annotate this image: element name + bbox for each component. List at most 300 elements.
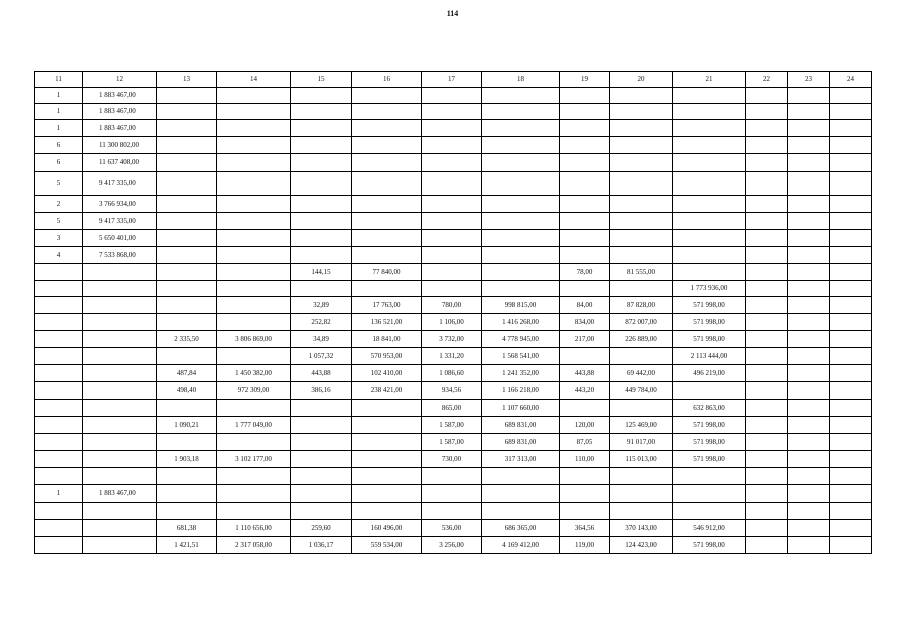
table-cell-col-11 [35,365,83,382]
table-cell-col-16: 77 840,00 [352,264,422,281]
table-cell-col-14: 3 806 869,00 [217,331,291,348]
table-cell-col-21 [673,120,746,137]
table-cell-col-11: 3 [35,230,83,247]
table-cell-col-21: 571 998,00 [673,417,746,434]
table-cell-col-11 [35,281,83,297]
table-cell-col-16 [352,281,422,297]
table-cell-col-20: 449 784,00 [610,382,673,400]
table-row [35,520,872,537]
table-cell-col-14 [217,247,291,264]
table-cell-col-13 [157,400,217,417]
table-cell-col-23 [788,520,830,537]
column-header: 11 [35,72,83,88]
table-cell-col-13 [157,137,217,154]
table-cell-col-11 [35,314,83,331]
table-cell-col-18 [482,196,560,213]
table-cell-col-16: 18 841,00 [352,331,422,348]
table-cell-col-22 [746,348,788,365]
table-cell-col-16: 17 763,00 [352,297,422,314]
table-cell-col-12 [83,348,157,365]
table-cell-col-20 [610,485,673,503]
table-cell-col-22 [746,213,788,230]
table-cell-col-20: 872 007,00 [610,314,673,331]
table-cell-col-18 [482,120,560,137]
table-cell-col-23 [788,297,830,314]
table-cell-col-23 [788,434,830,451]
table-cell-col-23 [788,154,830,172]
table-cell-col-19: 834,00 [560,314,610,331]
table-cell-col-21 [673,468,746,485]
table-cell-col-21: 632 863,00 [673,400,746,417]
table-cell-col-21 [673,172,746,196]
table-cell-col-22 [746,230,788,247]
table-cell-col-23 [788,503,830,520]
table-cell-col-13: 1 090,21 [157,417,217,434]
table-cell-col-17: 780,00 [422,297,482,314]
table-cell-col-17 [422,247,482,264]
table-cell-col-24 [830,88,872,104]
table-cell-col-22 [746,247,788,264]
table-cell-col-24 [830,104,872,120]
table-cell-col-21 [673,88,746,104]
table-cell-col-14 [217,485,291,503]
table-cell-col-12: 5 650 401,00 [83,230,157,247]
table-cell-col-14: 1 450 382,00 [217,365,291,382]
table-cell-col-11 [35,297,83,314]
table-cell-col-24 [830,503,872,520]
table-cell-col-11 [35,537,83,554]
table-cell-col-15: 443,88 [291,365,352,382]
table-cell-col-24 [830,400,872,417]
table-cell-col-11 [35,382,83,400]
table-cell-col-16 [352,485,422,503]
table-cell-col-13 [157,247,217,264]
table-cell-col-19 [560,485,610,503]
table-cell-col-19: 78,00 [560,264,610,281]
table-cell-col-22 [746,172,788,196]
table-cell-col-20 [610,213,673,230]
table-cell-col-11 [35,520,83,537]
table-cell-col-13: 2 335,50 [157,331,217,348]
table-cell-col-18: 686 365,00 [482,520,560,537]
table-cell-col-17: 536,00 [422,520,482,537]
table-cell-col-22 [746,382,788,400]
table-cell-col-14 [217,468,291,485]
table-cell-col-13 [157,434,217,451]
table-cell-col-15: 252,82 [291,314,352,331]
table-cell-col-17 [422,468,482,485]
table-cell-col-21 [673,247,746,264]
table-cell-col-23 [788,400,830,417]
table-cell-col-20 [610,468,673,485]
table-cell-col-23 [788,537,830,554]
table-cell-col-24 [830,520,872,537]
table-cell-col-22 [746,196,788,213]
table-cell-col-21 [673,230,746,247]
table-cell-col-12: 9 417 335,00 [83,172,157,196]
table-cell-col-20 [610,88,673,104]
table-cell-col-19 [560,196,610,213]
table-cell-col-21: 496 219,00 [673,365,746,382]
table-cell-col-19 [560,230,610,247]
table-cell-col-15 [291,434,352,451]
table-cell-col-23 [788,485,830,503]
table-row [35,230,872,247]
header-row [35,72,872,88]
table-row [35,281,872,297]
table-row [35,196,872,213]
table-body [35,88,872,554]
table-cell-col-20 [610,104,673,120]
table-cell-col-15 [291,485,352,503]
table-cell-col-24 [830,172,872,196]
table-cell-col-21 [673,485,746,503]
table-cell-col-11: 4 [35,247,83,264]
table-cell-col-14 [217,213,291,230]
table-cell-col-12: 1 883 467,00 [83,485,157,503]
table-cell-col-24 [830,314,872,331]
table-cell-col-15 [291,213,352,230]
table-cell-col-18 [482,264,560,281]
table-cell-col-24 [830,137,872,154]
table-cell-col-14 [217,154,291,172]
table-cell-col-23 [788,213,830,230]
table-cell-col-19: 443,88 [560,365,610,382]
table-cell-col-19 [560,120,610,137]
table-cell-col-16: 102 410,00 [352,365,422,382]
table-cell-col-24 [830,382,872,400]
table-cell-col-17 [422,172,482,196]
table-row [35,468,872,485]
table-cell-col-16 [352,434,422,451]
table-cell-col-11: 1 [35,485,83,503]
table-cell-col-19: 87,05 [560,434,610,451]
table-cell-col-13 [157,314,217,331]
table-cell-col-17: 934,56 [422,382,482,400]
table-cell-col-13 [157,348,217,365]
table-cell-col-24 [830,154,872,172]
table-cell-col-23 [788,230,830,247]
table-cell-col-14: 972 309,00 [217,382,291,400]
table-cell-col-22 [746,281,788,297]
table-row [35,365,872,382]
table-cell-col-12: 7 533 868,00 [83,247,157,264]
table-cell-col-19 [560,172,610,196]
table-cell-col-22 [746,434,788,451]
table-cell-col-17 [422,104,482,120]
table-cell-col-12: 11 637 408,00 [83,154,157,172]
table-row [35,382,872,400]
table-cell-col-23 [788,348,830,365]
table-cell-col-22 [746,485,788,503]
table-cell-col-24 [830,451,872,468]
table-cell-col-15: 34,89 [291,331,352,348]
table-cell-col-20: 124 423,00 [610,537,673,554]
table-cell-col-18 [482,503,560,520]
table-cell-col-13 [157,172,217,196]
table-cell-col-18: 689 831,00 [482,434,560,451]
table-cell-col-18: 1 241 352,00 [482,365,560,382]
table-row [35,297,872,314]
table-cell-col-16 [352,468,422,485]
table-cell-col-15: 32,89 [291,297,352,314]
table-cell-col-22 [746,417,788,434]
table-cell-col-22 [746,137,788,154]
table-cell-col-18 [482,468,560,485]
column-header: 24 [830,72,872,88]
table-cell-col-14 [217,137,291,154]
table-cell-col-16 [352,196,422,213]
table-cell-col-17: 1 587,00 [422,434,482,451]
table-cell-col-24 [830,230,872,247]
table-cell-col-14 [217,104,291,120]
table-cell-col-17 [422,264,482,281]
table-cell-col-15 [291,120,352,137]
table-cell-col-17 [422,137,482,154]
table-cell-col-15 [291,417,352,434]
table-cell-col-13 [157,264,217,281]
table-cell-col-14: 1 110 656,00 [217,520,291,537]
table-cell-col-20: 115 013,00 [610,451,673,468]
table-cell-col-23 [788,88,830,104]
table-cell-col-21 [673,503,746,520]
table-row [35,172,872,196]
column-header: 23 [788,72,830,88]
table-row [35,485,872,503]
table-cell-col-11 [35,503,83,520]
table-cell-col-19 [560,104,610,120]
table-cell-col-14 [217,230,291,247]
column-header: 16 [352,72,422,88]
table-cell-col-22 [746,297,788,314]
table-cell-col-14 [217,314,291,331]
table-cell-col-23 [788,137,830,154]
table-cell-col-11: 5 [35,213,83,230]
table-cell-col-23 [788,451,830,468]
table-cell-col-11 [35,434,83,451]
table-row [35,400,872,417]
table-row [35,503,872,520]
table-cell-col-17: 730,00 [422,451,482,468]
table-cell-col-15 [291,503,352,520]
column-header: 20 [610,72,673,88]
table-cell-col-18 [482,104,560,120]
table-cell-col-12 [83,314,157,331]
table-cell-col-16: 570 953,00 [352,348,422,365]
table-cell-col-17 [422,213,482,230]
table-cell-col-18 [482,247,560,264]
table-cell-col-17 [422,230,482,247]
table-cell-col-24 [830,417,872,434]
table-cell-col-20: 226 889,00 [610,331,673,348]
table-cell-col-20: 91 017,00 [610,434,673,451]
table-cell-col-16 [352,120,422,137]
table-cell-col-24 [830,537,872,554]
table-cell-col-13: 681,38 [157,520,217,537]
table-cell-col-17: 3 732,00 [422,331,482,348]
table-cell-col-12 [83,503,157,520]
table-cell-col-22 [746,314,788,331]
column-header: 13 [157,72,217,88]
table-cell-col-18 [482,88,560,104]
table-cell-col-14: 1 777 049,00 [217,417,291,434]
table-cell-col-18: 4 778 945,00 [482,331,560,348]
table-cell-col-18: 4 169 412,00 [482,537,560,554]
table-cell-col-12: 9 417 335,00 [83,213,157,230]
table-cell-col-14 [217,297,291,314]
table-cell-col-20: 125 469,00 [610,417,673,434]
table-cell-col-17 [422,88,482,104]
table-cell-col-16 [352,213,422,230]
table-cell-col-22 [746,400,788,417]
table-cell-col-19: 84,00 [560,297,610,314]
table-cell-col-16 [352,172,422,196]
table-cell-col-22 [746,120,788,137]
table-cell-col-19: 120,00 [560,417,610,434]
table-cell-col-21: 571 998,00 [673,451,746,468]
table-cell-col-14 [217,264,291,281]
table-cell-col-19 [560,137,610,154]
table-cell-col-17: 1 086,60 [422,365,482,382]
table-cell-col-11: 1 [35,120,83,137]
table-cell-col-22 [746,154,788,172]
table-cell-col-12 [83,468,157,485]
table-cell-col-22 [746,104,788,120]
table-row [35,537,872,554]
table-row [35,104,872,120]
table-cell-col-16 [352,137,422,154]
table-cell-col-15 [291,281,352,297]
table-row [35,348,872,365]
table-cell-col-21 [673,137,746,154]
table-cell-col-17: 3 256,00 [422,537,482,554]
table-cell-col-22 [746,468,788,485]
table-cell-col-11: 2 [35,196,83,213]
table-cell-col-18 [482,485,560,503]
table-cell-col-15 [291,172,352,196]
column-header: 12 [83,72,157,88]
column-header: 15 [291,72,352,88]
table-cell-col-21: 546 912,00 [673,520,746,537]
table-cell-col-15: 1 057,32 [291,348,352,365]
table-cell-col-11: 6 [35,137,83,154]
table-cell-col-12 [83,400,157,417]
table-cell-col-15 [291,247,352,264]
table-cell-col-19 [560,348,610,365]
column-header: 22 [746,72,788,88]
table-cell-col-13: 1 421,51 [157,537,217,554]
table-cell-col-11 [35,468,83,485]
table-cell-col-15 [291,88,352,104]
table-cell-col-20 [610,281,673,297]
table-cell-col-21 [673,264,746,281]
table-cell-col-24 [830,213,872,230]
table-cell-col-12: 1 883 467,00 [83,104,157,120]
table-cell-col-19 [560,213,610,230]
table-cell-col-15 [291,468,352,485]
table-cell-col-15: 386,16 [291,382,352,400]
table-cell-col-11 [35,451,83,468]
table-cell-col-11: 1 [35,104,83,120]
column-header: 21 [673,72,746,88]
table-cell-col-23 [788,196,830,213]
table-row [35,137,872,154]
table-cell-col-22 [746,537,788,554]
table-cell-col-16: 136 521,00 [352,314,422,331]
table-cell-col-16 [352,104,422,120]
table-cell-col-24 [830,196,872,213]
table-row [35,417,872,434]
table-cell-col-17 [422,281,482,297]
table-cell-col-23 [788,417,830,434]
table-cell-col-21 [673,382,746,400]
table-cell-col-20 [610,196,673,213]
table-cell-col-12: 11 300 802,00 [83,137,157,154]
table-cell-col-17: 865,00 [422,400,482,417]
table-cell-col-15 [291,137,352,154]
table-cell-col-15: 144,15 [291,264,352,281]
table-cell-col-17: 1 587,00 [422,417,482,434]
table-cell-col-19 [560,88,610,104]
table-cell-col-14 [217,88,291,104]
table-cell-col-13 [157,230,217,247]
table-cell-col-16 [352,230,422,247]
table-cell-col-12 [83,434,157,451]
table-cell-col-18: 1 107 660,00 [482,400,560,417]
table-cell-col-19: 443,20 [560,382,610,400]
table-cell-col-24 [830,247,872,264]
table-cell-col-21: 571 998,00 [673,331,746,348]
table-cell-col-22 [746,520,788,537]
table-cell-col-20 [610,348,673,365]
table-cell-col-12 [83,264,157,281]
table-cell-col-23 [788,172,830,196]
table-cell-col-12 [83,520,157,537]
table-cell-col-15: 259,60 [291,520,352,537]
table-cell-col-20: 87 828,00 [610,297,673,314]
table-cell-col-16: 238 421,00 [352,382,422,400]
table-cell-col-13 [157,297,217,314]
table-cell-col-13 [157,120,217,137]
table-cell-col-13 [157,88,217,104]
table-cell-col-12 [83,537,157,554]
table-cell-col-19 [560,247,610,264]
table-row [35,154,872,172]
table-cell-col-12: 1 883 467,00 [83,120,157,137]
table-cell-col-12 [83,331,157,348]
table-cell-col-23 [788,468,830,485]
table-cell-col-15 [291,451,352,468]
table-cell-col-21: 571 998,00 [673,297,746,314]
table-cell-col-24 [830,120,872,137]
table-cell-col-22 [746,88,788,104]
table-cell-col-17: 1 106,00 [422,314,482,331]
table-cell-col-12: 3 766 934,00 [83,196,157,213]
table-cell-col-18: 1 166 218,00 [482,382,560,400]
table-cell-col-14 [217,434,291,451]
table-cell-col-17 [422,485,482,503]
table-cell-col-23 [788,247,830,264]
table-cell-col-20: 81 555,00 [610,264,673,281]
page-number: 114 [446,9,459,18]
table-cell-col-15 [291,230,352,247]
table-cell-col-11: 5 [35,172,83,196]
table-cell-col-24 [830,348,872,365]
column-header: 14 [217,72,291,88]
table-cell-col-14 [217,281,291,297]
table-cell-col-18: 689 831,00 [482,417,560,434]
table-cell-col-13 [157,213,217,230]
